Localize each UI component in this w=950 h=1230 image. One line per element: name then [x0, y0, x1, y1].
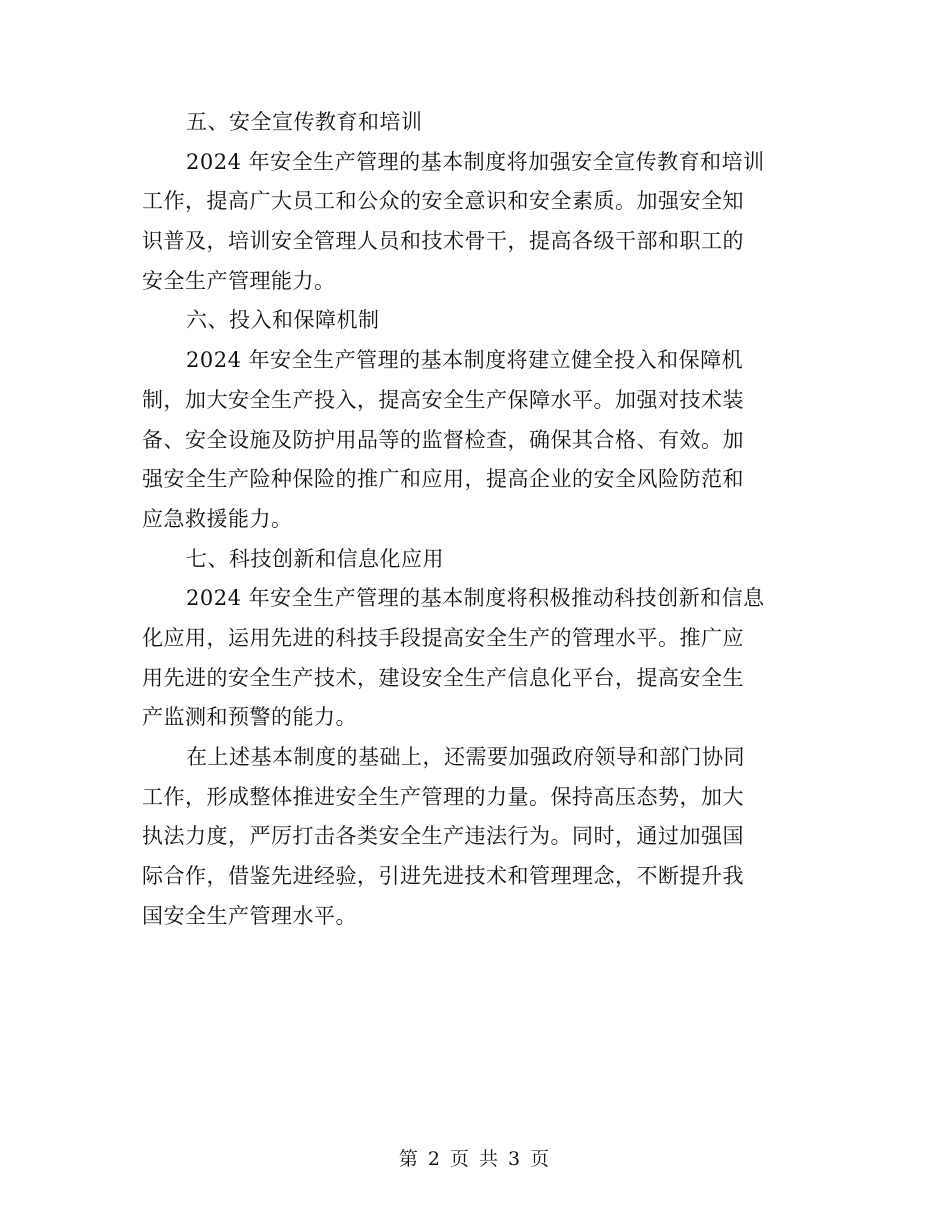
paragraph-line: 应急救援能力。: [142, 506, 293, 531]
paragraph-line: 工作，形成整体推进安全生产管理的力量。保持高压态势，加大: [142, 784, 744, 809]
paragraph-line: 际合作，借鉴先进经验，引进先进技术和管理理念，不断提升我: [142, 864, 744, 889]
section-heading: 五、安全宣传教育和培训: [186, 110, 423, 134]
paragraph-line: 备、安全设施及防护用品等的监督检查，确保其合格、有效。加: [142, 427, 744, 452]
section-heading: 六、投入和保障机制: [186, 308, 380, 333]
paragraph-line: 工作，提高广大员工和公众的安全意识和安全素质。加强安全知: [142, 189, 744, 214]
paragraph-line: 识普及，培训安全管理人员和技术骨干，提高各级干部和职工的: [142, 229, 744, 254]
paragraph-line: 国安全生产管理水平。: [142, 903, 357, 928]
paragraph-line: 强安全生产险种保险的推广和应用，提高企业的安全风险防范和: [142, 467, 744, 492]
paragraph-line: 安全生产管理能力。: [142, 268, 336, 293]
paragraph-line: 用先进的安全生产技术，建设安全生产信息化平台，提高安全生: [142, 665, 744, 690]
paragraph-line: 执法力度，严厉打击各类安全生产违法行为。同时，通过加强国: [142, 824, 744, 849]
paragraph-line: 产监测和预警的能力。: [142, 705, 357, 730]
document-body: [142, 103, 797, 936]
paragraph-line: 2024 年安全生产管理的基本制度将加强安全宣传教育和培训: [186, 149, 765, 174]
paragraph-line: 2024 年安全生产管理的基本制度将建立健全投入和保障机: [186, 348, 744, 373]
section-heading: 七、科技创新和信息化应用: [186, 546, 444, 571]
page-number-footer: 第 2 页 共 3 页: [398, 1148, 552, 1170]
paragraph-line: 制，加大安全生产投入，提高安全生产保障水平。加强对技术装: [142, 387, 744, 412]
paragraph-line: 化应用，运用先进的科技手段提高安全生产的管理水平。推广应: [142, 625, 744, 650]
paragraph-line: 2024 年安全生产管理的基本制度将积极推动科技创新和信息: [186, 586, 765, 611]
paragraph-line: 在上述基本制度的基础上，还需要加强政府领导和部门协同: [186, 745, 745, 769]
